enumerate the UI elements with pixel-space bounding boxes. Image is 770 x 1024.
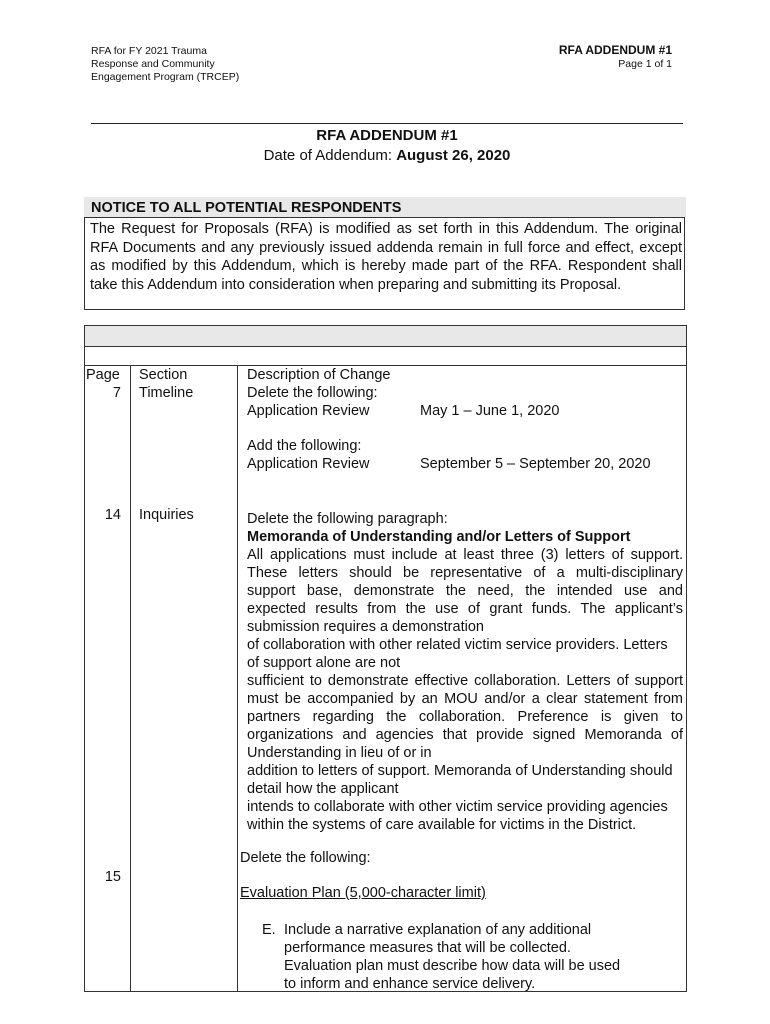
list-item-line: Evaluation plan must describe how data will be used <box>284 958 621 974</box>
paragraph-heading: Memoranda of Understanding and/or Letters of Support <box>247 529 631 545</box>
evaluation-plan-heading: Evaluation Plan (5,000-character limit) <box>240 885 486 901</box>
list-item-line: performance measures that will be collected. <box>284 940 571 956</box>
header-line-1: RFA for FY 2021 Trauma <box>91 45 207 57</box>
paragraph-text: sufficient to demonstrate effective collaboration. Letters of support must be accompanied by an MOU and/or a clear statement from partners regarding the collaboration. Preference is given to organizations and agencies that provide signed Memoranda of Understanding in lieu of or in <box>247 673 683 761</box>
paragraph-text: of collaboration with other related victim service providers. Letters of support alone are not <box>247 637 668 671</box>
notice-heading: NOTICE TO ALL POTENTIAL RESPONDENTS <box>91 200 402 216</box>
column-header-description: Description of Change <box>247 367 391 383</box>
row-page-number: 15 <box>104 869 121 885</box>
header-rule <box>91 123 683 124</box>
paragraph-text: addition to letters of support. Memoranda of Understanding should detail how the applicant <box>247 763 673 797</box>
timeline-date: September 5 – September 20, 2020 <box>420 456 651 472</box>
paragraph-text: intends to collaborate with other victim service providing agencies within the systems of care available for victims in the District. <box>247 799 668 833</box>
delete-label: Delete the following: <box>240 850 371 866</box>
deleted-timeline-entry <box>247 402 683 420</box>
change-table-spacer-row <box>84 346 687 366</box>
list-item-letter: E. <box>262 922 276 938</box>
list-item-text <box>284 921 679 993</box>
list-item-line: to inform and enhance service delivery. <box>284 976 536 992</box>
row-description <box>247 384 683 473</box>
page-number: Page 1 of 1 <box>618 58 672 70</box>
column-divider-section <box>237 365 238 992</box>
change-table-header-bar <box>84 325 687 347</box>
header-line-3: Engagement Program (TRCEP) <box>91 71 240 83</box>
addendum-title: RFA ADDENDUM #1 <box>316 127 458 144</box>
list-item-line: Include a narrative explanation of any additional <box>284 922 592 938</box>
paragraph-text: All applications must include at least three (3) letters of support. These letters should be representative of a multi-disciplinary support base, demonstrate the need, the intended use and expected results from the use of grant funds. The applicant’s submission requires a demonstration <box>247 547 683 635</box>
add-label: Add the following: <box>247 438 362 454</box>
row-section: Inquiries <box>139 507 194 523</box>
timeline-item: Application Review <box>247 456 370 472</box>
column-divider-page <box>130 365 131 992</box>
header-line-2: Response and Community <box>91 58 215 70</box>
column-header-page: Page <box>86 367 120 383</box>
addendum-date <box>91 146 683 166</box>
date-label: Date of Addendum: <box>263 147 397 164</box>
notice-text: The Request for Proposals (RFA) is modified as set forth in this Addendum. The original RFA Documents and any previously issued addenda remain in full force and effect, except as modified by this Addendum, which is hereby made part of the RFA. Respondent shall take this Addendum into consideration when preparing and submitting its Proposal. <box>90 221 682 293</box>
row-section: Timeline <box>139 385 194 401</box>
document-header-addendum <box>559 43 672 71</box>
row-page-number: 14 <box>104 507 121 523</box>
date-value: August 26, 2020 <box>396 147 511 164</box>
column-header-section: Section <box>139 367 188 383</box>
delete-label: Delete the following paragraph: <box>247 511 448 527</box>
timeline-item: Application Review <box>247 403 370 419</box>
added-timeline-entry <box>247 455 683 473</box>
timeline-date: May 1 – June 1, 2020 <box>420 403 560 419</box>
delete-label: Delete the following: <box>247 385 378 401</box>
header-addendum-title: RFA ADDENDUM #1 <box>558 43 672 57</box>
row-page-number: 7 <box>112 385 121 401</box>
addendum-title-block <box>91 126 683 166</box>
document-header-program <box>91 45 239 84</box>
row-description <box>247 510 683 834</box>
